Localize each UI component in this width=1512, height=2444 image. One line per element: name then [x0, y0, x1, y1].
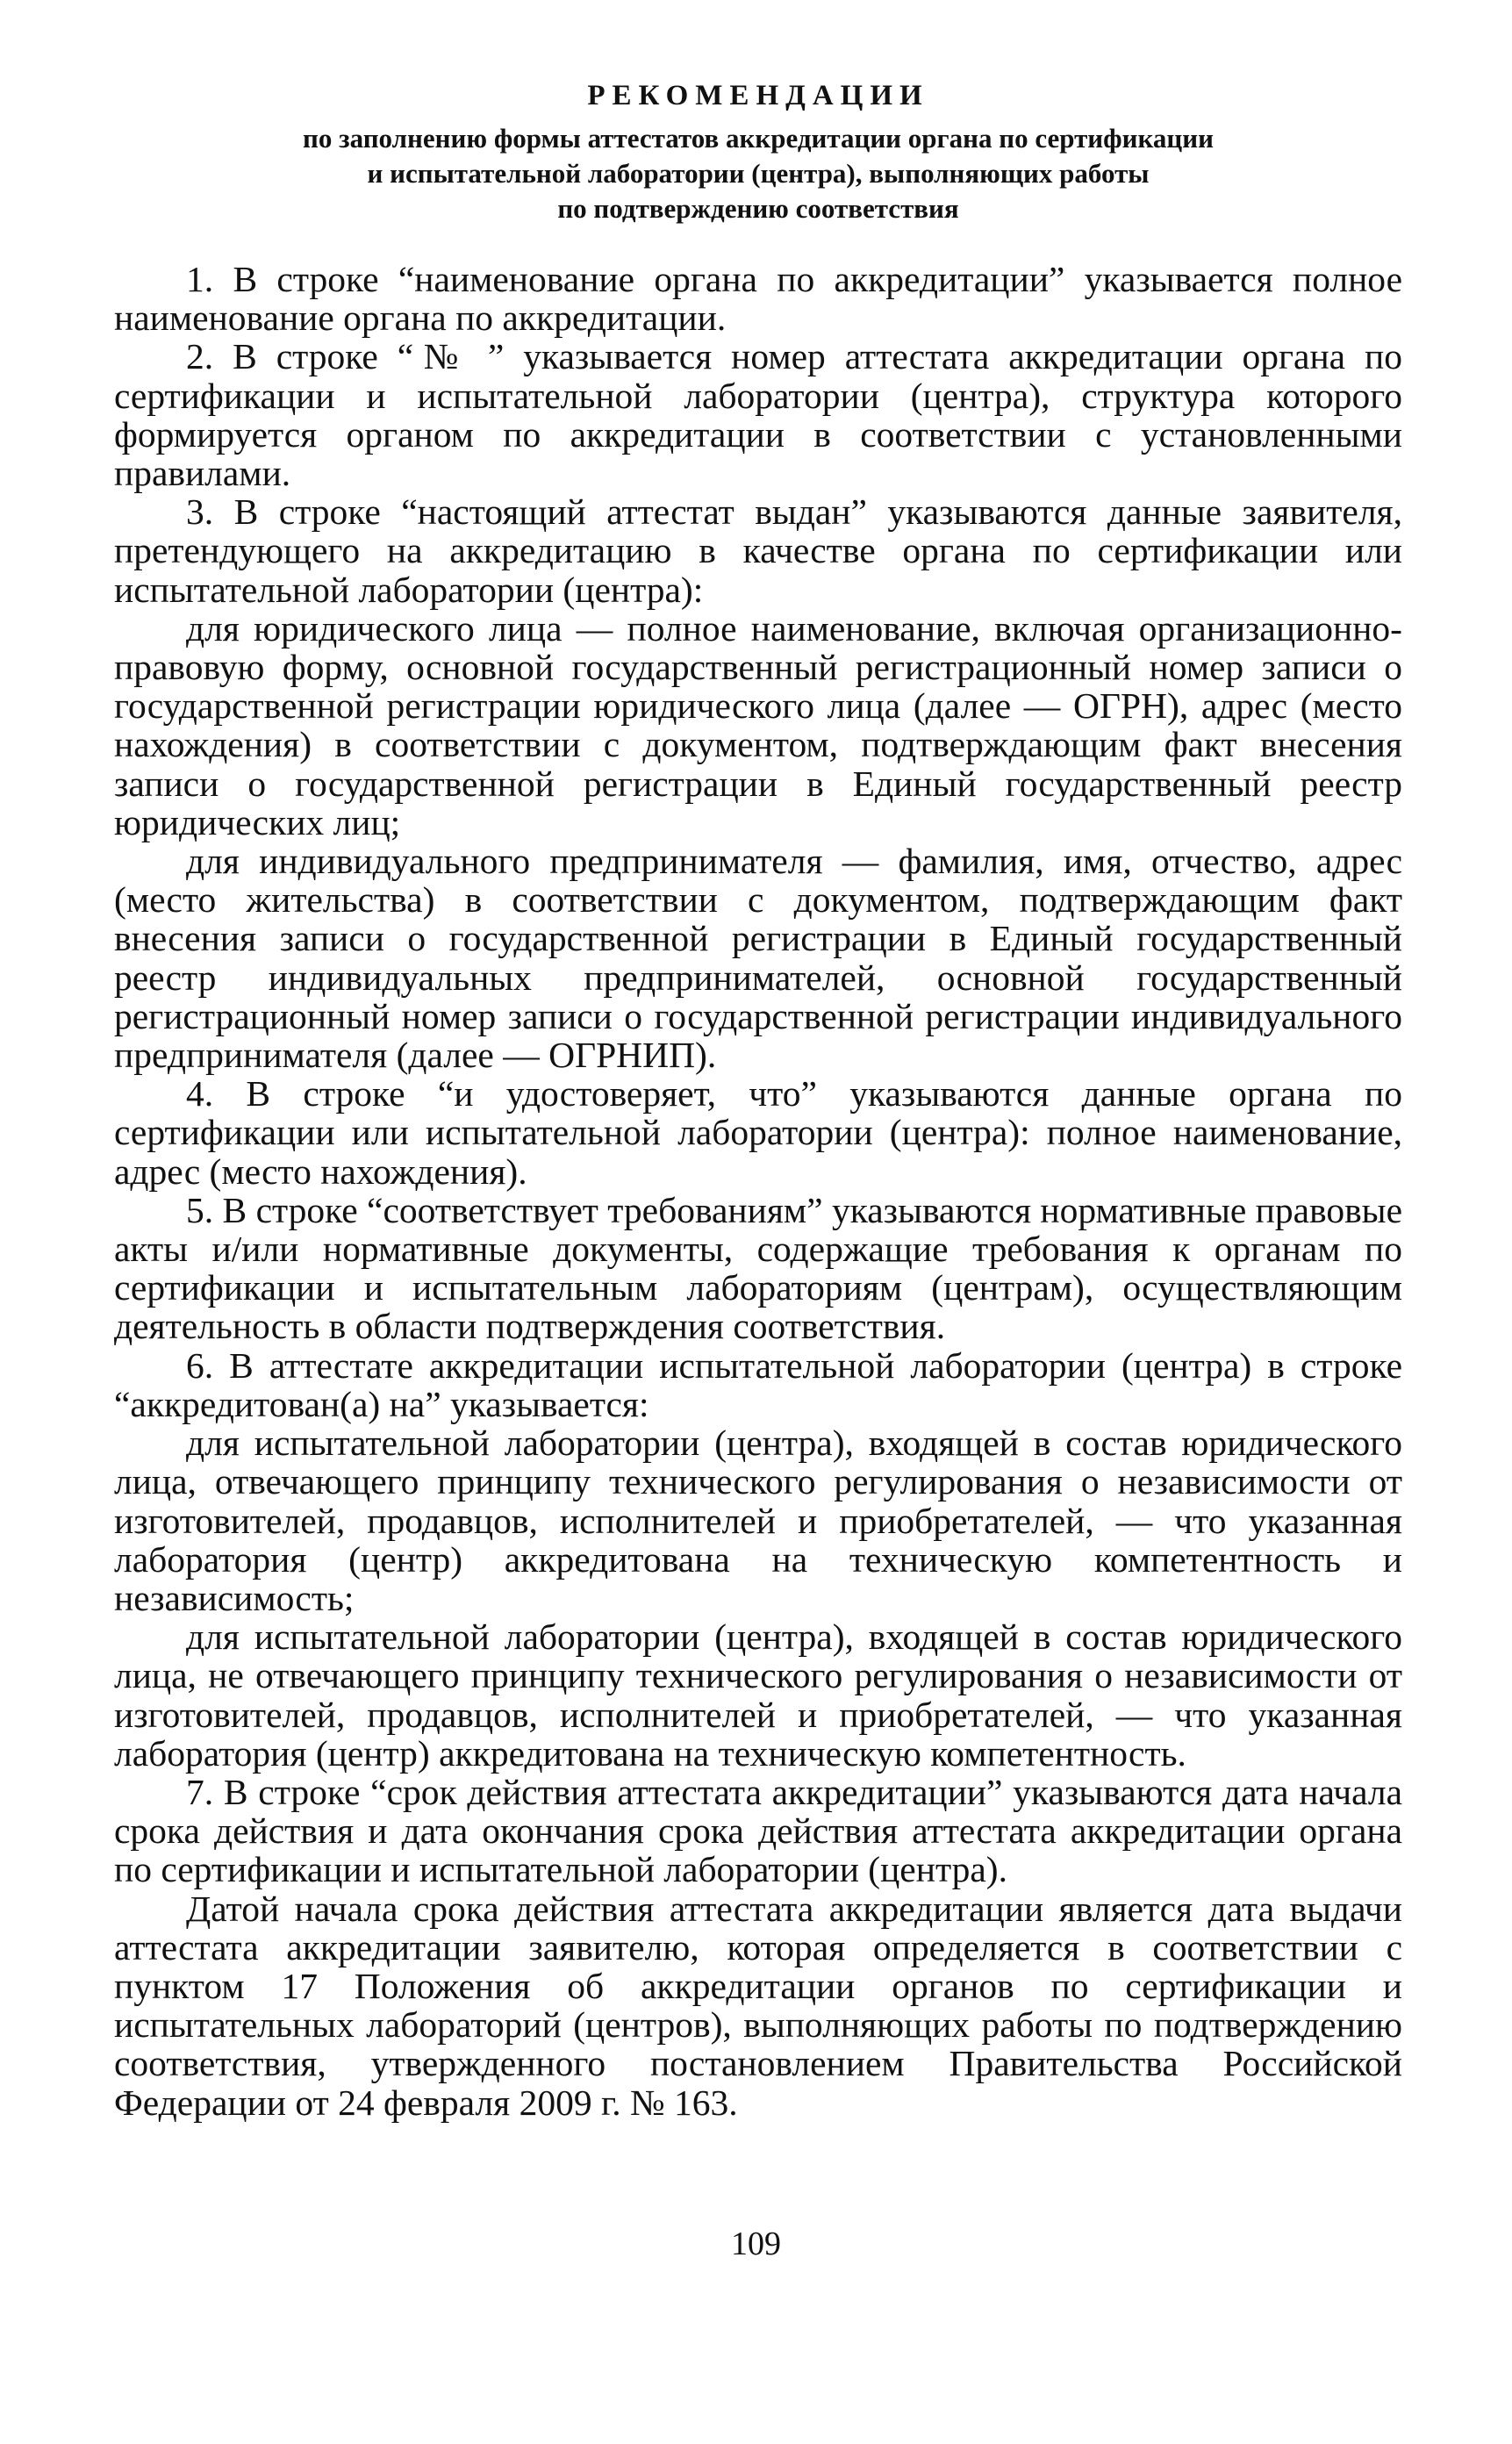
- paragraph-lab-not-independent: для испытательной лаборатории (центра), входящей в состав юридического лица, не отвечающего принципу технического регулирования о независимости от изготовителей, продавцов, исполнителей и приобретателей, — что указанная лаборатория (центр) аккредитована на техническую компетентность.: [114, 1616, 1402, 1774]
- paragraph-item-4: 4. В строке “и удостоверяет, что” указываются данные органа по сертификации или испытательной лаборатории (центра): полное наименование, адрес (место нахождения).: [114, 1073, 1402, 1192]
- paragraph-item-7: 7. В строке “срок действия аттестата аккредитации” указываются дата начала срока действия и дата окончания срока действия аттестата аккредитации органа по сертификации и испытательной лаборатории (центра).: [114, 1771, 1402, 1890]
- paragraph-item-3: 3. В строке “настоящий аттестат выдан” указываются данные заявителя, претендующего на аккредитацию в качестве органа по сертификации или испытательной лаборатории (центра):: [114, 491, 1402, 610]
- subtitle-line: по подтверждению соответствия: [557, 193, 959, 224]
- subtitle-line: по заполнению формы аттестатов аккредитации органа по сертификации: [303, 123, 1214, 154]
- document-subtitle: [114, 121, 1402, 226]
- paragraph-lab-independent: для испытательной лаборатории (центра), входящей в состав юридического лица, отвечающего принципу технического регулирования о независимости от изготовителей, продавцов, исполнителей и приобретателей, — что указанная лаборатория (центр) аккредитована на техническую компетентность и независимость;: [114, 1423, 1402, 1618]
- paragraph-item-1: 1. В строке “наименование органа по аккредитации” указывается полное наименование органа по аккредитации.: [114, 259, 1402, 339]
- subtitle-line: и испытательной лаборатории (центра), выполняющих работы: [367, 158, 1150, 189]
- page-number: 109: [731, 2225, 781, 2262]
- document-page: [114, 77, 1402, 2122]
- paragraph-item-5: 5. В строке “соответствует требованиям” указываются нормативные правовые акты и/или нормативные документы, содержащие требования к органам по сертификации и испытательным лабораториям (центрам), осуществляющим деятельность в области подтверждения соответствия.: [114, 1189, 1402, 1347]
- paragraph-item-6: 6. В аттестате аккредитации испытательной лаборатории (центра) в строке “аккредитован(а) на” указывается:: [114, 1344, 1402, 1424]
- paragraph-legal-entity: для юридического лица — полное наименование, включая организационно-правовую форму, основной государственный регистрационный номер записи о государственной регистрации юридического лица (далее — ОГРН), адрес (место нахождения) в соответствии с документом, подтверждающим факт внесения записи о государственной регистрации в Единый государственный реестр юридических лиц;: [114, 607, 1402, 842]
- document-body: [114, 260, 1402, 2122]
- paragraph-individual-entrepreneur: для индивидуального предпринимателя — фамилия, имя, отчество, адрес (место жительства) в соответствии с документом, подтверждающим факт внесения записи о государственной регистрации в Единый государственный реестр индивидуальных предпринимателей, основной государственный регистрационный номер записи о государственной регистрации индивидуального предпринимателя (далее — ОГРНИП).: [114, 841, 1402, 1076]
- document-title: РЕКОМЕНДАЦИИ: [587, 80, 929, 111]
- paragraph-start-date: Датой начала срока действия аттестата аккредитации является дата выдачи аттестата аккредитации заявителю, которая определяется в соответствии с пунктом 17 Положения об аккредитации органов по сертификации и испытательных лабораторий (центров), выполняющих работы по подтверждению соответствия, утвержденного постановлением Правительства Российской Федерации от 24 февраля 2009 г. № 163.: [114, 1888, 1402, 2123]
- paragraph-item-2: 2. В строке “№ ” указывается номер аттестата аккредитации органа по сертификации и испытательной лаборатории (центра), структура которого формируется органом по аккредитации в соответствии с установленными правилами.: [114, 336, 1402, 494]
